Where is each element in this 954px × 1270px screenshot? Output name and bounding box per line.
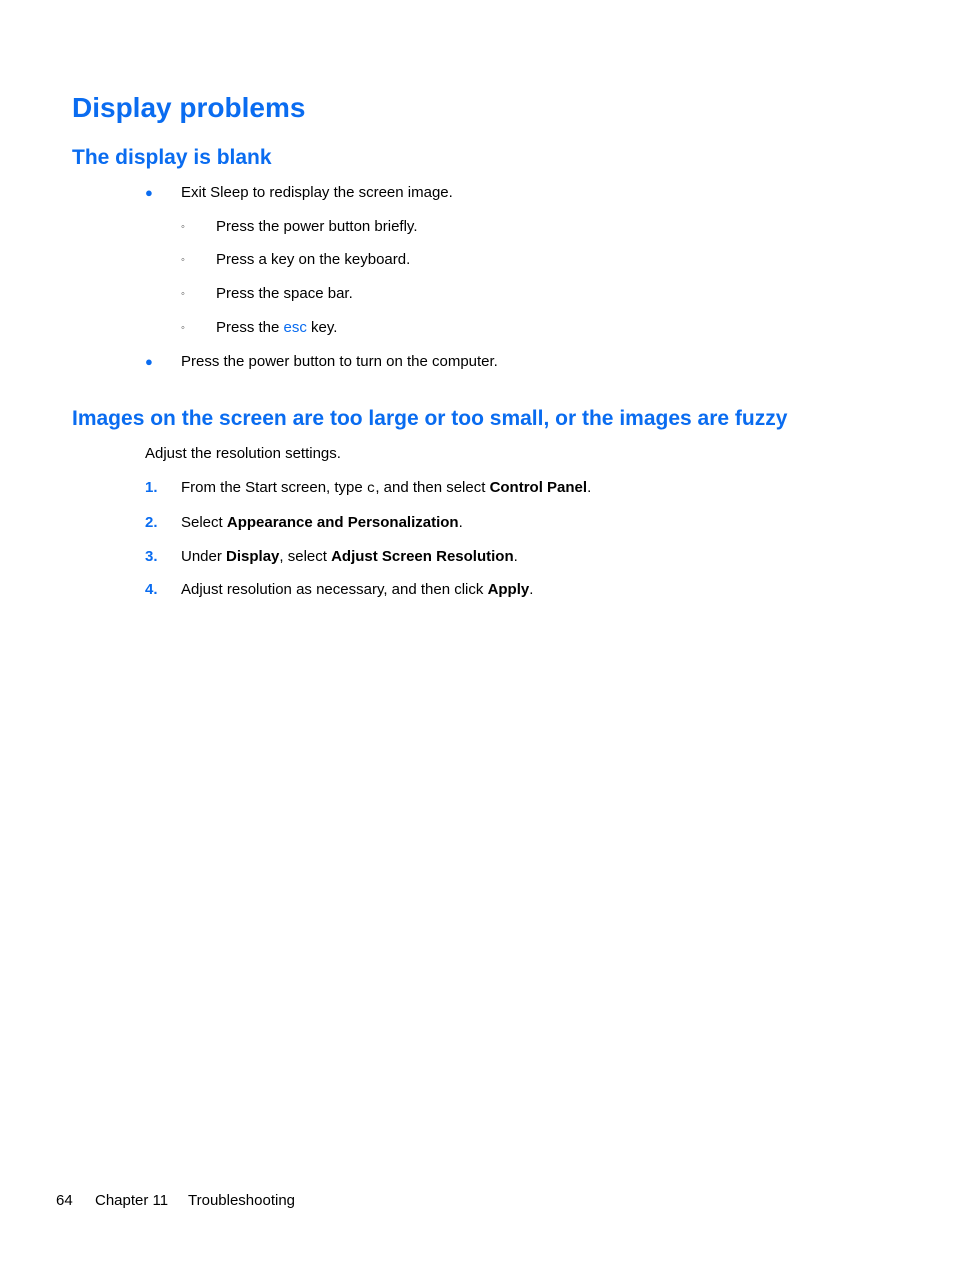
step-text: Under xyxy=(181,548,227,565)
step-bold-text: Adjust Screen Resolution xyxy=(331,548,514,565)
list-item: Press the power button to turn on the computer. xyxy=(181,353,498,370)
step-bold-text: Control Panel xyxy=(489,479,588,496)
step-text: , select xyxy=(279,548,332,565)
step-text: . xyxy=(513,548,518,565)
list-item: Press a key on the keyboard. xyxy=(216,251,411,268)
step-number: 3. xyxy=(145,548,158,565)
section-heading-display-blank: The display is blank xyxy=(72,146,272,169)
step-item xyxy=(181,478,591,499)
step-item xyxy=(181,580,533,600)
bullet-icon: ● xyxy=(145,354,153,369)
page-number: 64 xyxy=(56,1192,73,1209)
sub-bullet-icon: ◦ xyxy=(181,254,185,266)
step-text: , and then select xyxy=(375,479,490,496)
step-item xyxy=(181,547,518,567)
section-heading-images-fuzzy: Images on the screen are too large or too small, or the images are fuzzy xyxy=(72,407,788,430)
step-number: 1. xyxy=(145,479,158,496)
sub-bullet-icon: ◦ xyxy=(181,288,185,300)
esc-key-link[interactable]: esc xyxy=(283,319,307,336)
bullet-icon: ● xyxy=(145,185,153,200)
step-text: Adjust resolution as necessary, and then click xyxy=(181,581,488,598)
sub-bullet-icon: ◦ xyxy=(181,322,185,334)
list-item: Exit Sleep to redisplay the screen image. xyxy=(181,184,453,201)
step-code: c xyxy=(366,481,376,497)
step-bold-text: Apply xyxy=(487,581,530,598)
list-item xyxy=(216,318,337,338)
esc-prefix: Press the xyxy=(216,319,284,336)
page-footer xyxy=(56,1191,295,1211)
step-text: Select xyxy=(181,514,227,531)
chapter-label: Chapter 11 xyxy=(95,1192,169,1209)
sub-bullet-icon: ◦ xyxy=(181,221,185,233)
list-item: Press the power button briefly. xyxy=(216,218,418,235)
step-text: . xyxy=(587,479,592,496)
step-number: 2. xyxy=(145,514,158,531)
page-title: Display problems xyxy=(72,92,306,123)
step-text: . xyxy=(529,581,534,598)
step-text: From the Start screen, type xyxy=(181,479,367,496)
step-bold-text: Display xyxy=(226,548,280,565)
step-text: . xyxy=(458,514,463,531)
step-item xyxy=(181,513,463,533)
list-item: Press the space bar. xyxy=(216,285,353,302)
step-bold-text: Appearance and Personalization xyxy=(226,514,459,531)
section-intro: Adjust the resolution settings. xyxy=(145,445,341,462)
chapter-title: Troubleshooting xyxy=(188,1192,296,1209)
esc-suffix: key. xyxy=(306,319,338,336)
step-number: 4. xyxy=(145,581,158,598)
